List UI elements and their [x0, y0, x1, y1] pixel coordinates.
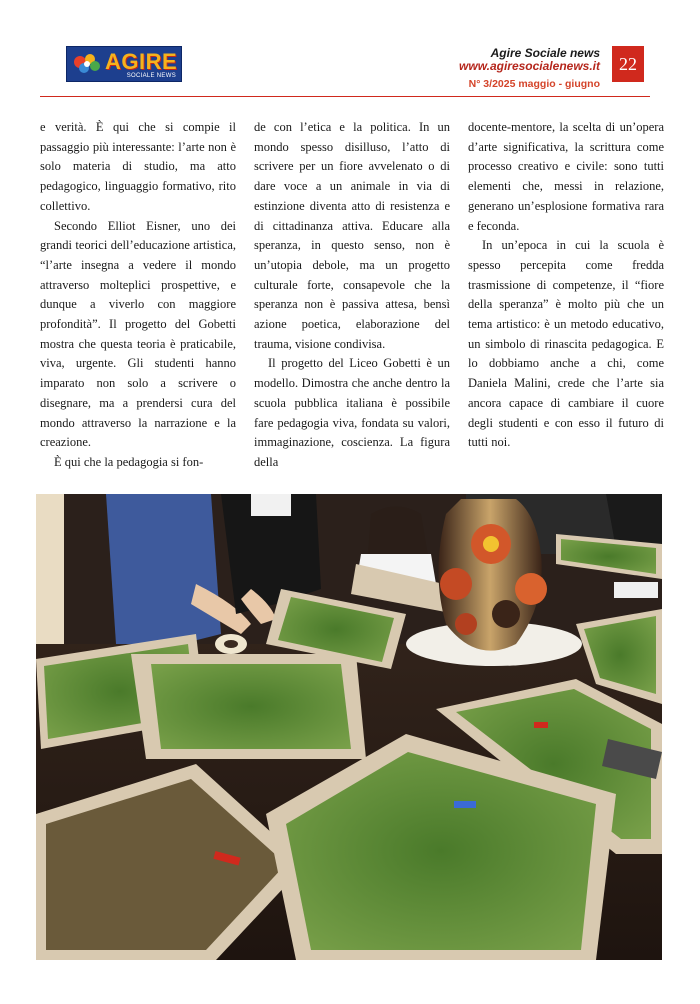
issue-number: N° 3/2025 maggio - giugno — [468, 78, 600, 90]
logo-text: AGIRE — [105, 49, 178, 74]
classroom-artwork-photo — [36, 494, 662, 960]
page-header — [0, 0, 700, 100]
flower-logo-icon — [70, 50, 104, 78]
paragraph: de con l’etica e la politica. In un mondo spesso disilluso, l’atto di scrivere per un fiore avvelenato o di dare voce a un animale in via di estinzione diventa atto di resistenza e di cittadinanza attiva. Educare alla speranza, in questo senso, non è un’utopia debole, ma un progetto culturale forte, consapevole che la speranza non è passiva attesa, bensì azione poetica, elaborazione del trauma, visione condivisa. — [254, 120, 450, 351]
header-divider — [40, 96, 650, 97]
paragraph: docente-mentore, la scelta di un’opera d’arte significativa, la scrittura come processo creativo e civile: sono tutti elementi che, messi in relazione, generano un’esplosione formativa rara e feconda. — [468, 120, 664, 233]
publication-name: Agire Sociale news — [490, 46, 600, 60]
page-number: 22 — [612, 46, 644, 82]
article-column-3 — [468, 118, 664, 453]
logo-subtitle: SOCIALE NEWS — [126, 73, 176, 79]
photo-illustration — [36, 494, 662, 960]
paragraph: Secondo Elliot Eisner, uno dei grandi teorici dell’educazione artistica, “l’arte insegna a vedere il mondo attraverso molteplici prospettive, e dunque a viverlo con maggiore profondità”. Il progetto del Gobetti mostra che questa teoria è praticabile, viva, urgente. Gli studenti hanno imparato non solo a scrivere o disegnare, ma a prendersi cura del mondo attraverso la narrazione e la creazione. — [40, 218, 236, 450]
publication-url[interactable]: www.agiresocialenews.it — [459, 59, 600, 73]
paragraph: e verità. È qui che si compie il passaggio più interessante: l’arte non è solo materia di studio, ma atto pedagogico, linguaggio formativo, rito collettivo. — [40, 120, 236, 213]
paragraph: In un’epoca in cui la scuola è spesso percepita come fredda trasmissione di competenze, il “fiore della speranza” è molto più che un tema artistico: è un metodo educativo, un simbolo di rinascita pedagogica. E lo dobbiamo anche a chi, come Daniela Malini, crede che l’arte sia ancora capace di cambiare il cuore degli studenti e con esso il futuro di tutti noi. — [468, 238, 664, 450]
paragraph: È qui che la pedagogia si fon- — [54, 454, 204, 469]
article-column-1 — [40, 118, 236, 473]
article-column-2 — [254, 118, 450, 473]
paragraph: Il progetto del Liceo Gobetti è un modello. Dimostra che anche dentro la scuola pubblica italiana è possibile fare pedagogia viva, fondata su valori, immaginazione, coscienza. La figura della — [254, 356, 450, 469]
agire-logo — [66, 46, 182, 82]
